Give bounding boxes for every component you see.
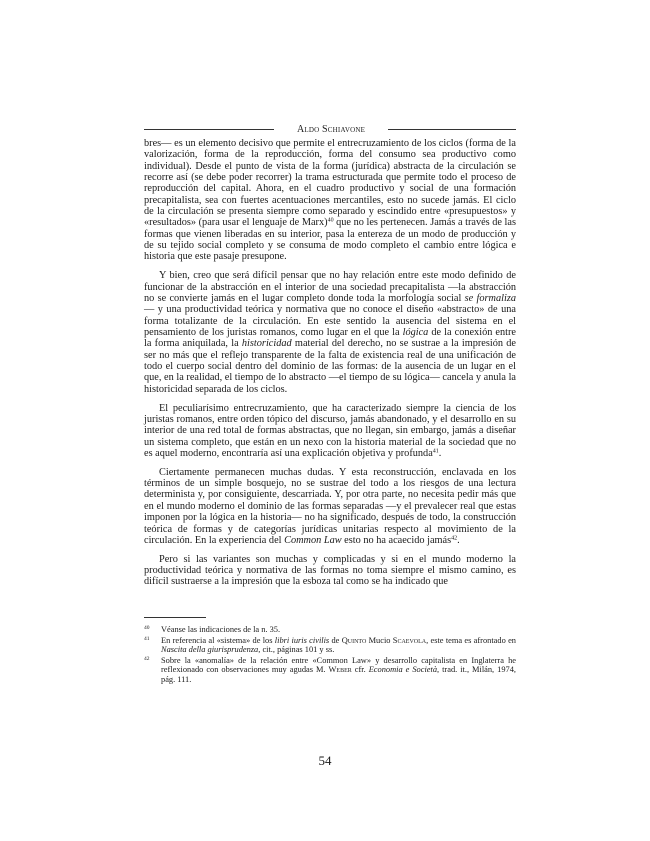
footnotes — [144, 625, 516, 686]
footnote-separator — [144, 617, 206, 618]
footnote-number: 42 — [144, 655, 150, 662]
small-caps-text: Quinto — [341, 635, 367, 645]
footnote-number: 40 — [144, 625, 150, 631]
paragraph-1: bres— es un elemento decisivo que permite el entrecruzamiento de los ciclos (forma de la valorización, forma de la reproducción, forma del consumo sea productivo como individual). Desde el punto de vista de la forma (jurídica) abstracta de la circulación se recorre así (se debe poder recorrer) la trama estructurada que permite todo el proceso de reproducción del capital. Ahora, en el cuadro productivo y social de una formación precapitalista, sea con fuertes acentuaciones mercantiles, esto no sucede jamás. El ciclo de la circulación se presenta siempre como separado y escindido entre «presupuestos» y «resultados» (para usar el lenguaje de Marx)$^{40}$ que no les pertenecen. Jamás a través de las formas que vienen liberadas en su interior, pasa la entereza de un modo de producción y de su tejido social completo y se consuma de modo completo el cambio entre lógica e historia que este pasaje presupone. — [144, 138, 516, 263]
italic-text: historicidad — [241, 338, 292, 350]
header-rule-right — [388, 129, 516, 130]
body-text — [144, 138, 516, 588]
footnote-reference: 40 — [327, 217, 334, 224]
running-title: Aldo Schiavone — [296, 124, 366, 135]
page-number: 54 — [318, 753, 332, 768]
italic-text: se formaliza — [464, 292, 516, 304]
paragraph-3: El peculiarísimo entrecruzamiento, que ha caracterizado siempre la ciencia de los juristas romanos, entre orden tópico del discurso, jamás abandonado, y el desarrollo en su interior de una red total de formas abstractas, que no llegan, sin embargo, jamás a diseñar un sistema completo, que están en un nexo con la historia material de la sociedad que no es aquel moderno, encontraría así una explicación objetiva y profunda$^{41}$. — [144, 402, 516, 459]
footnote-reference: 41 — [432, 448, 439, 455]
footnote-42 — [144, 656, 516, 685]
footnote-reference: 42 — [451, 535, 458, 542]
footnote-41 — [144, 636, 516, 655]
italic-text: libri iuris civilis — [274, 635, 330, 645]
italic-text: Economia e Società — [368, 665, 438, 675]
italic-text: Common Law — [284, 534, 342, 546]
small-caps-text: Weber — [328, 665, 352, 675]
running-header — [144, 123, 516, 137]
footnote-text: Sobre la «anomalía» de la relación entre «Common Law» y desarrollo capitalista en Inglaterra he reflexionado con observaciones muy agudas M. Weber cfr. Economia e Società, trad. it., Milán, 1974, pág. 111. — [161, 655, 516, 684]
paragraph-2: Y bien, creo que será difícil pensar que no hay relación entre este modo definido de funcionar de la abstracción en el interior de una sociedad precapitalista —la abstracción no se convierte jamás en el lugar completo donde toda la morfología social se formaliza— y una productividad teórica y normativa que no conoce el diseño «abstracto» de una forma totalizante de la circulación. En este sentido la ausencia del sistema en el pensamiento de los juristas romanos, como lugar en el que la lógica de la conexión entre la forma aniquilada, la historicidad material del derecho, no se sustrae a la impresión de ser no más que el reflejo transparente de la falta de existencia real de una unificación de todo el cuerpo social dentro del dominio de las formas: de la ausencia de un lugar en el que, en la realidad, el tiempo de lo abstracto —el tiempo de su lógica— cancela y anula la historicidad separada de los ciclos. — [144, 270, 516, 395]
italic-text: lógica — [402, 327, 429, 338]
footnote-number: 41 — [144, 635, 150, 642]
footnote-text: En referencia al «sistema» de los libri iuris civilis de Quinto Mucio Scaevola, este tema es afrontado en Nascita della giurisprudenza, cit., páginas 101 y ss. — [161, 635, 516, 655]
paragraph-5: Pero si las variantes son muchas y complicadas y si en el mundo moderno la productividad teórica y normativa de las formas no toma siempre el mismo camino, es difícil sustraerse a la impresión que la esboza tal como se ha indicado que — [144, 553, 516, 588]
header-rule-left — [144, 129, 274, 130]
footnote-text: Véanse las indicaciones de la n. 35. — [161, 625, 281, 634]
italic-text: Nascita della giurisprudenza — [161, 645, 259, 655]
small-caps-text: Scaevola — [392, 635, 427, 645]
footnote-40 — [144, 625, 516, 635]
paragraph-4: Ciertamente permanecen muchas dudas. Y esta reconstrucción, enclavada en los términos de un simple bosquejo, no se sustrae del todo a los riesgos de una lectura determinista y, por consiguiente, descarriada. Y, por otra parte, no necesita pedir más que en el mundo moderno el dominio de las formas separadas —y el prevalecer real que estas imponen por la lógica en la historia— no ha significado, después de todo, la construcción teórica de formas y de categorías jurídicas unitarias respecto al movimiento de la circulación. En la experiencia del Common Law esto no ha acaecido jamás$^{42}$. — [144, 466, 516, 546]
